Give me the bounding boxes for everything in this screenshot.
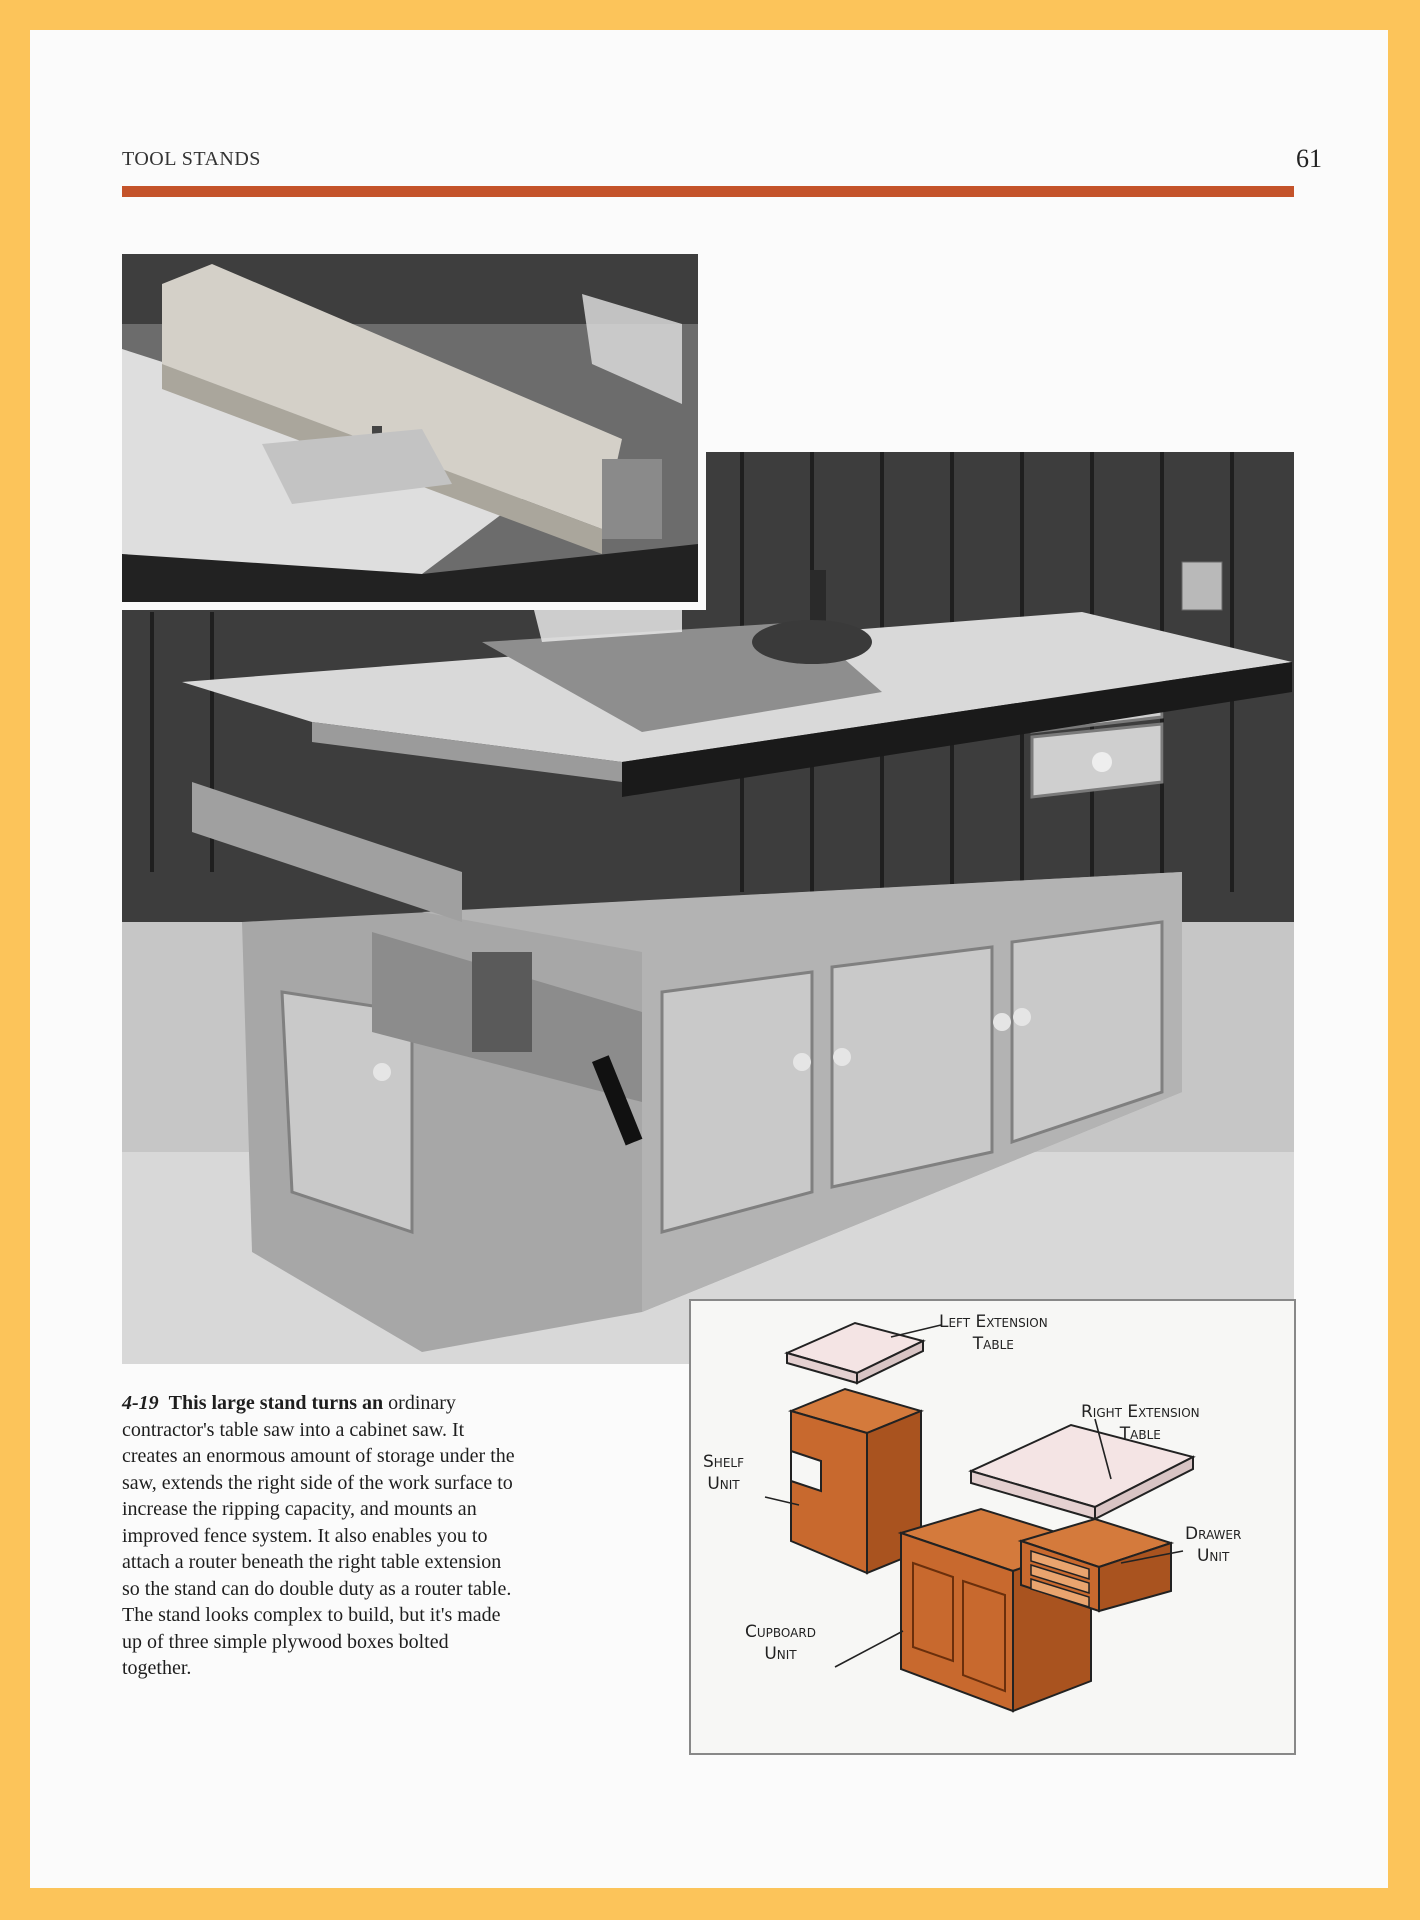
book-page (30, 30, 1388, 1888)
figure-number: 4-19 (122, 1392, 159, 1414)
label-cupboard-unit: Cupboard Unit (745, 1622, 816, 1664)
label-left-extension-table: Left Extension Table (939, 1312, 1048, 1354)
left-extension-table-drawing (787, 1323, 923, 1383)
figure-caption (122, 1390, 522, 1682)
caption-lead: This large stand turns an (168, 1392, 384, 1414)
page-number: 61 (1296, 144, 1322, 173)
header-rule (122, 186, 1294, 197)
fence-closeup-photo (122, 254, 706, 610)
label-drawer-unit: Drawer Unit (1185, 1524, 1242, 1566)
label-right-extension-table: Right Extension Table (1081, 1402, 1200, 1444)
running-head: TOOL STANDS (122, 148, 261, 170)
exploded-view-diagram (689, 1299, 1296, 1755)
label-shelf-unit: Shelf Unit (703, 1452, 744, 1494)
caption-body: ordinary contractor's table saw into a cabinet saw. It creates an enormous amount of storage under the saw, extends the right side of the work surface to increase the ripping capacity, and mounts an improved fence system. It also enables you to attach a router beneath the right table extension so the stand can do double duty as a router table. The stand looks complex to build, but it's made up of three simple plywood boxes bolted together. (122, 1392, 515, 1679)
